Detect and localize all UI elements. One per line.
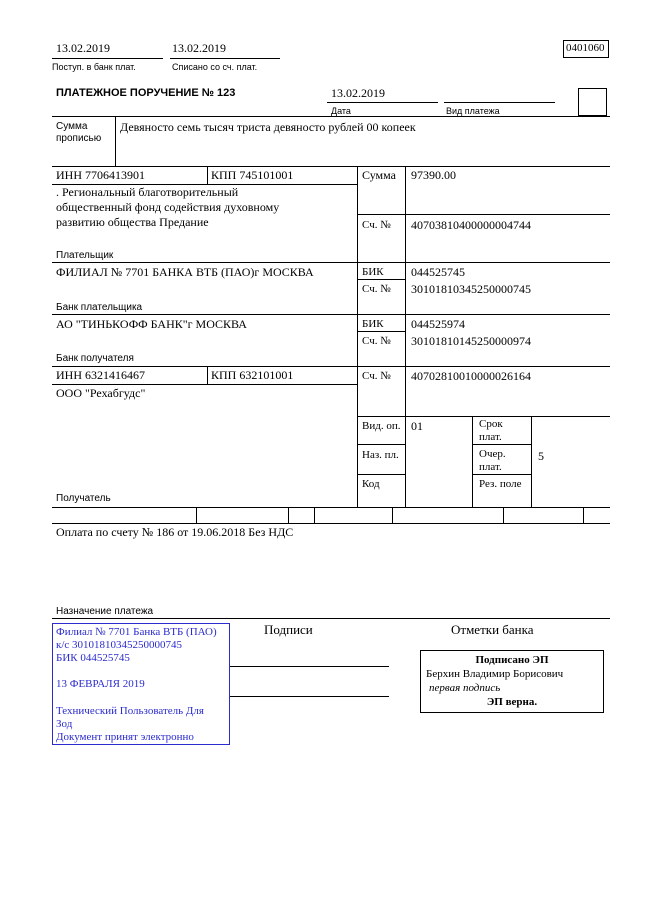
payee-bank-acc: 30101810145250000974 [411,334,531,348]
amount-words-value: Девяносто семь тысяч триста девяносто рублей 00 копеек [120,120,416,134]
signatures-label: Подписи [264,622,313,637]
amount-words-divider [115,116,116,166]
purpose-text: Оплата по счету № 186 от 19.06.2018 Без НДС [56,525,294,539]
debited-date: 13.02.2019 [172,41,226,55]
ocher-value: 5 [538,449,544,463]
ep-box [420,650,604,713]
payee-account-label: Сч. № [362,370,391,382]
payer-inn: ИНН 7706413901 [56,168,145,182]
tax-row-top-line [52,507,610,508]
payer-account-value: 40703810400000004744 [411,218,531,232]
payee-name: ООО "Рехабгудс" [56,386,146,400]
tax-cell-3 [314,507,315,523]
payee-bank-bik: 044525974 [411,317,465,331]
codes-row-2-line [357,474,405,475]
stamp-line-1: Филиал № 7701 Банка ВТБ (ПАО) [56,626,217,638]
srok-label-1: Срок [479,418,503,430]
order-date: 13.02.2019 [331,86,385,100]
payment-type-box [578,88,607,116]
tax-cell-1 [196,507,197,523]
payment-type-label: Вид платежа [446,106,500,116]
tax-cell-6 [583,507,584,523]
amount-words-label-1: Сумма [56,121,88,132]
payee-inn-kpp-divider [207,366,208,384]
ep-title: Подписано ЭП [475,654,549,666]
payee-bank-acc-label: Сч. № [362,335,391,347]
tax-cell-5 [503,507,504,523]
amount-label: Сумма [362,168,396,182]
ep-first-sign: первая подпись [429,682,501,694]
bank-stamp [52,623,230,745]
payee-bank-name: АО "ТИНЬКОФФ БАНК"г МОСКВА [56,317,247,331]
codes-right-divider [531,416,532,508]
purpose-label: Назначение платежа [56,606,154,617]
codes-row-1-line-right [472,444,531,445]
codes-row-1-line [357,444,405,445]
amount-bottom-line [357,214,610,215]
stamp-date: 13 ФЕВРАЛЯ 2019 [56,678,145,690]
payer-bank-label: Банк плательщика [56,302,143,313]
payer-bank-bottom-line [52,314,610,315]
amount-words-top-line [52,116,610,117]
amount-value: 97390.00 [411,168,456,182]
payee-inn-bottom-line [52,384,357,385]
amount-words-label-2: прописью [56,133,102,144]
left-col-divider [357,166,358,508]
ep-signer: Берхин Владимир Борисович [426,668,564,680]
payer-account-label: Сч. № [362,219,391,231]
codes-top-line [357,416,610,417]
vid-op-label: Вид. оп. [362,420,401,432]
payee-inn: ИНН 6321416467 [56,368,145,382]
payee-account: 40702810010000026164 [411,369,531,383]
received-date: 13.02.2019 [56,41,110,55]
right-col-divider [405,166,406,508]
codes-row-2-line-right [472,474,531,475]
stamp-note: Документ принят электронно [56,731,194,743]
payer-name-line-1: . Региональный благотворительный [56,185,239,199]
tax-row-bottom-line [52,523,610,524]
payee-bank-bik-line [357,331,405,332]
signature-line-2 [230,696,389,697]
payee-bank-bik-label: БИК [362,318,384,330]
stamp-user-line-2: Зод [56,718,73,730]
form-code: 0401060 [566,42,605,54]
debited-date-label: Списано со сч. плат. [172,62,258,72]
kod-label: Код [362,478,380,490]
ep-verified: ЭП верна. [486,696,538,708]
purpose-bottom-line [52,618,610,619]
payer-name-line-2: общественный фонд содействия духовному [56,200,280,214]
debited-date-line [170,58,280,59]
payee-label: Получатель [56,493,111,504]
ocher-label-1: Очер. [479,448,506,460]
payee-kpp: КПП 632101001 [211,368,294,382]
payer-kpp: КПП 745101001 [211,168,294,182]
codes-mid-divider [472,416,473,508]
payer-inn-kpp-divider [207,166,208,184]
payer-label: Плательщик [56,250,114,261]
payer-bank-bik: 044525745 [411,265,465,279]
srok-label-2: плат. [479,431,502,443]
stamp-line-2: к/с 30101810345250000745 [56,639,183,651]
payee-bank-bottom-line [52,366,610,367]
payee-bank-label: Банк получателя [56,353,134,364]
payer-bank-bik-label: БИК [362,266,384,278]
document-title: ПЛАТЕЖНОЕ ПОРУЧЕНИЕ № 123 [56,87,236,99]
stamp-user-line-1: Технический Пользователь Для [56,705,204,717]
payer-bank-acc-label: Сч. № [362,283,391,295]
signature-line-1 [230,666,389,667]
bank-marks-label: Отметки банка [451,622,534,637]
received-date-line [52,58,163,59]
payer-bank-acc: 30101810345250000745 [411,282,531,296]
tax-cell-4 [392,507,393,523]
ocher-label-2: плат. [479,461,502,473]
received-date-label: Поступ. в банк плат. [52,62,136,72]
stamp-line-3: БИК 044525745 [56,652,130,664]
payer-bank-bik-line [357,279,405,280]
vid-op-value: 01 [411,419,423,433]
payer-top-line [52,166,610,167]
payer-name-line-3: развитию общества Предание [56,215,209,229]
tax-cell-2 [288,507,289,523]
order-date-label: Дата [331,106,351,116]
payer-bottom-line [52,262,610,263]
rez-label: Рез. поле [479,478,522,490]
payment-type-line [444,102,555,103]
payer-bank-name: ФИЛИАЛ № 7701 БАНКА ВТБ (ПАО)г МОСКВА [56,265,314,279]
naz-pl-label: Наз. пл. [362,449,399,461]
order-date-line [327,102,438,103]
